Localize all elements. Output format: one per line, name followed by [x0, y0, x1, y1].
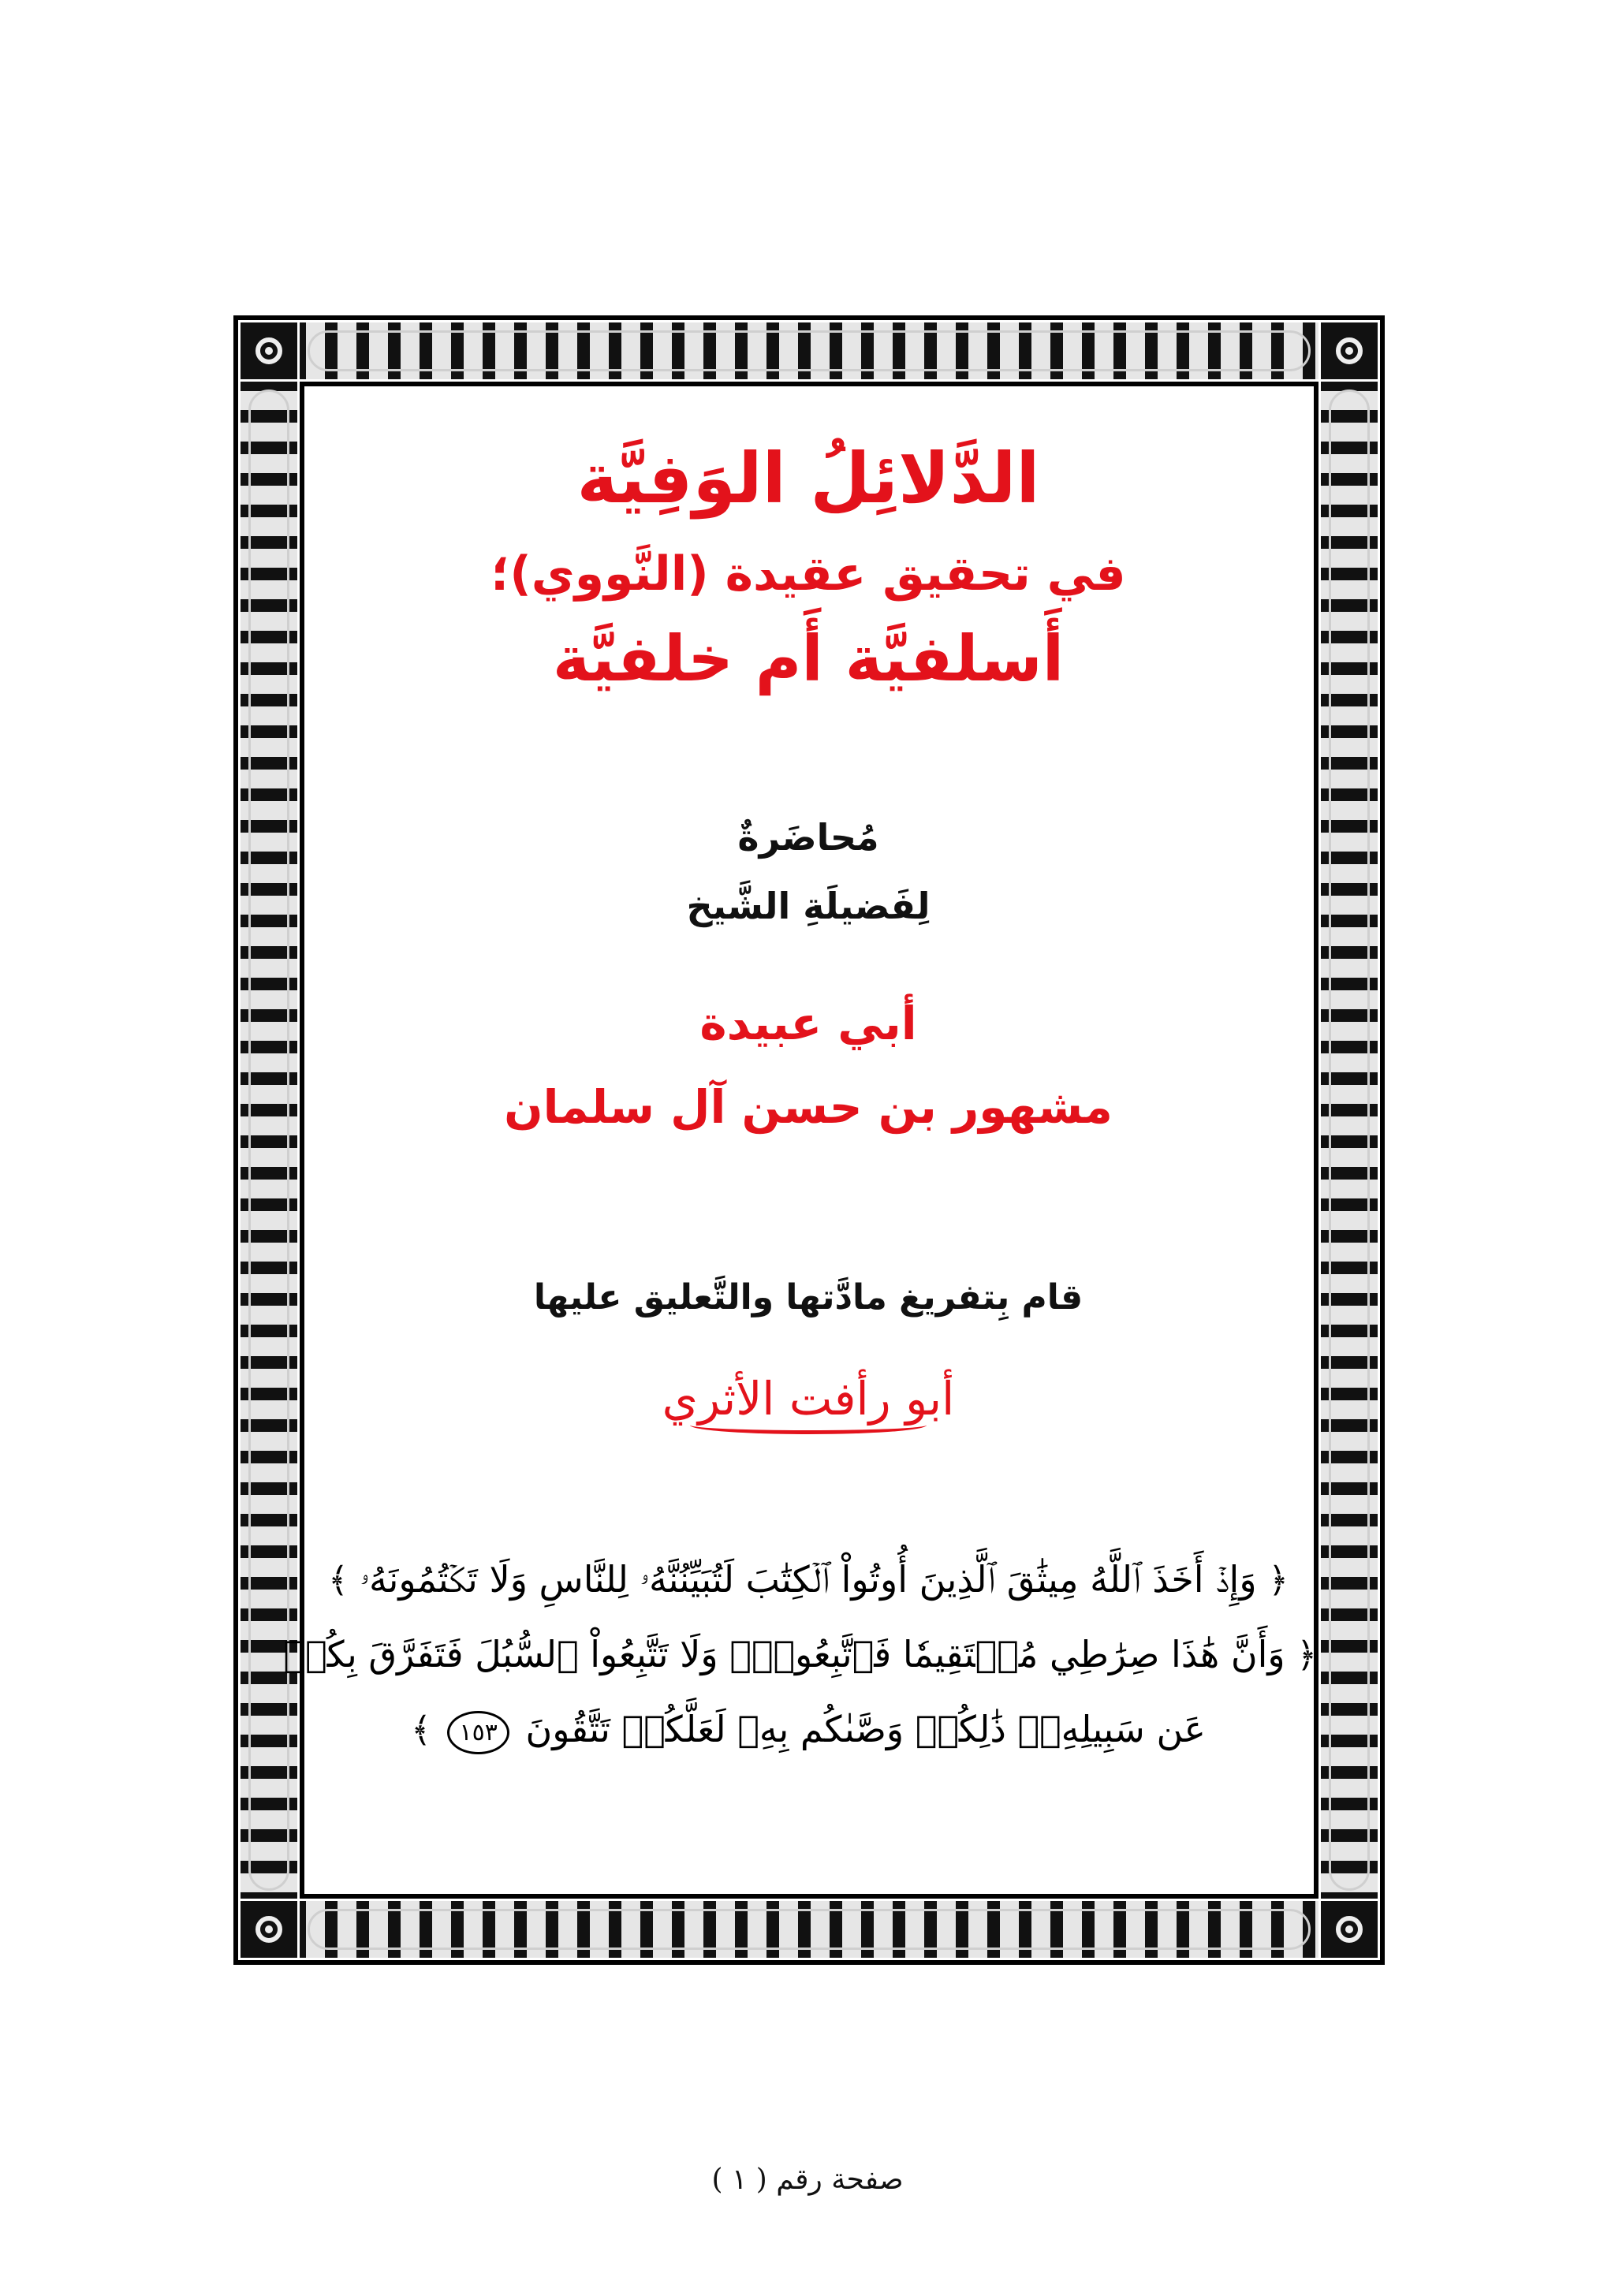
frame-corner-ornament: [1321, 322, 1378, 379]
verse-text: عَن سَبِيلِهِۦۚ ذَٰلِكُمۡ وَصَّىٰكُم بِهِۦ لَعَلَّكُمۡ تَتَّقُونَ: [525, 1708, 1206, 1751]
book-title: الدَّلائِلُ الوَفِيَّة: [576, 438, 1040, 519]
quran-verses: [283, 1552, 1317, 1757]
lecture-label: مُحاضَرةٌ: [737, 816, 879, 859]
book-subtitle: في تحقيق عقيدة (النَّووي)؛: [490, 546, 1126, 602]
title-page-content: [283, 386, 1317, 1757]
frame-band-bottom: [300, 1901, 1318, 1958]
author-name: مشهور بن حسن آل سلمان: [504, 1079, 1113, 1134]
page-number: ( ١ ): [711, 2164, 767, 2196]
book-subtitle-question: أَسلفيَّة أَم خلفيَّة: [552, 622, 1065, 696]
verse-open-bracket: ﴿: [1268, 1560, 1289, 1601]
verse-line: [300, 1552, 1317, 1607]
frame-corner-ornament: [241, 322, 297, 379]
verse-text: وَأَنَّ هَٰذَا صِرَٰطِي مُسۡتَقِيمٗا فَٱتَّبِعُوهُۖ وَلَا تَتَّبِعُواْ ٱلسُّبُلَ فَتَفَرَّقَ بِكُمۡ: [283, 1633, 1285, 1676]
transcribed-by-label: قام بِتفريغ مادَّتها والتَّعليق عليها: [533, 1277, 1084, 1318]
author-kunya: أبي عبيدة: [699, 997, 917, 1051]
frame-band-right: [1321, 382, 1378, 1899]
sheikh-label: لِفَضيلَةِ الشَّيخ: [686, 885, 931, 928]
verse-close-bracket: ﴾: [411, 1710, 431, 1751]
transcriber-name: [662, 1370, 955, 1434]
frame-corner-ornament: [241, 1901, 297, 1958]
verse-line: [300, 1702, 1317, 1757]
verse-open-bracket: ﴿: [1296, 1635, 1317, 1676]
frame-band-top: [300, 322, 1318, 379]
page-label: صفحة رقم: [776, 2164, 904, 2196]
verse-text: وَإِذۡ أَخَذَ ٱللَّهُ مِيثَٰقَ ٱلَّذِينَ أُوتُواْ ٱلۡكِتَٰبَ لَتُبَيِّنُنَّهُۥ لِلنَّاسِ وَلَا تَكۡتُمُونَهُۥ: [360, 1558, 1257, 1601]
transcriber-text: أبو رأفت الأثري: [662, 1371, 955, 1426]
page-footer: [0, 2164, 1615, 2196]
verse-line: [283, 1627, 1317, 1682]
ayah-number-marker: ١٥٣: [447, 1711, 509, 1754]
frame-corner-ornament: [1321, 1901, 1378, 1958]
verse-close-bracket: ﴾: [328, 1560, 349, 1601]
